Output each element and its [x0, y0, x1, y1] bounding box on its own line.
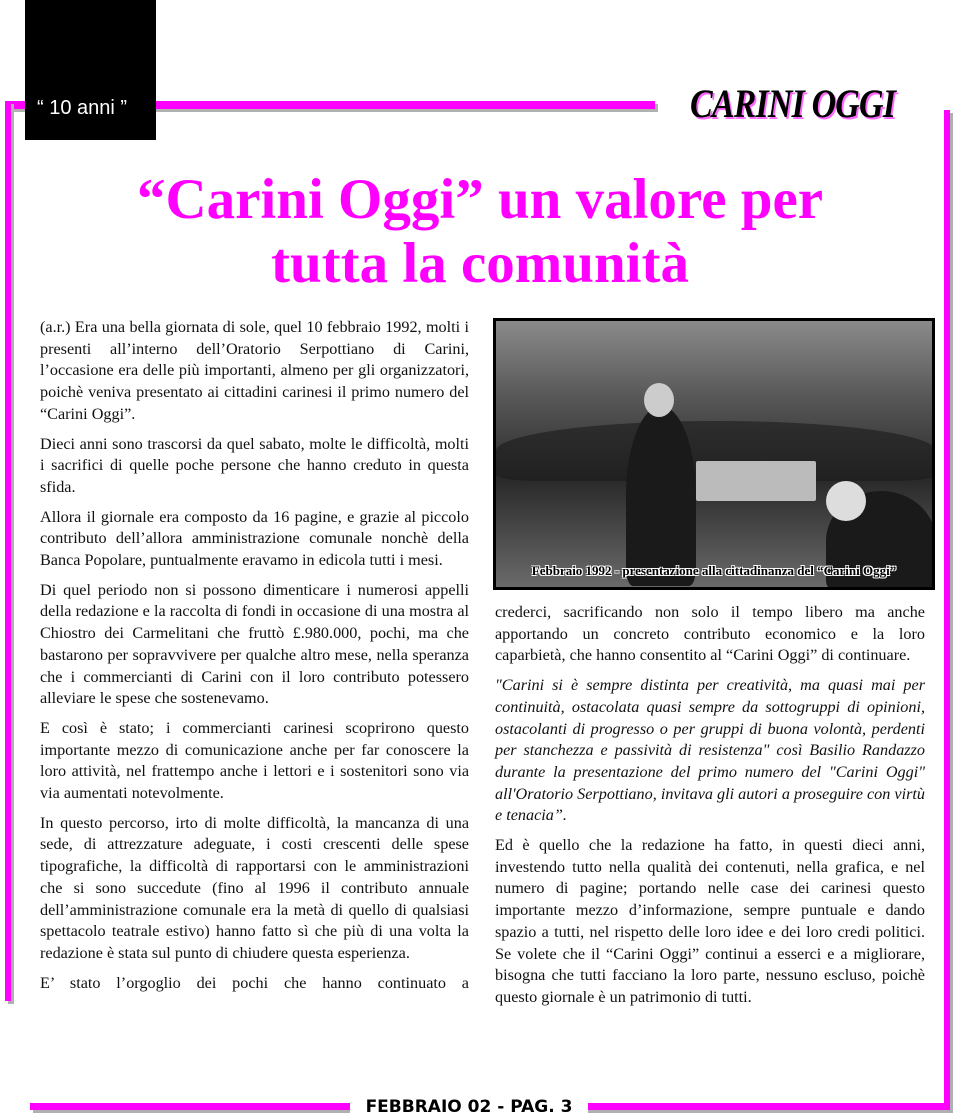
headline-line-2: tutta la comunità [271, 232, 689, 295]
paragraph: crederci, sacrificando non solo il tempo libero ma anche apportando un concreto contributo economico e la loro caparbietà, che hanno consentito al “Carini Oggi” di continuare. [495, 603, 925, 665]
quote-paragraph: "Carini si è sempre distinta per creatività, ma quasi mai per continuità, ostacolata quasi sempre da sottogruppi di opinioni, ostacolanti di progresso o per gruppi di buona volontà, perdenti per stanchezza e passività di resistenza" così Basilio Randazzo durante la presentazione del primo numero del "Carini Oggi" all'Oratorio Serpottiano, invitava gli autori a proseguire con virtù e tenacia”. [495, 676, 925, 825]
right-column [495, 602, 925, 1017]
paragraph: Dieci anni sono trascorsi da quel sabato, molte le difficoltà, molti i sacrifici di quelle poche persone che hanno creduto in questa sfida. [40, 434, 469, 496]
paragraph: E così è stato; i commercianti carinesi scoprirono questo importante mezzo di comunicazione anche per far conoscere la loro attività, nel frattempo anche i lettori e i sostenitori sono via via aumentati notevolmente. [40, 718, 469, 803]
headline [0, 168, 960, 296]
paragraph: Di quel periodo non si possono dimenticare i numerosi appelli della redazione e la raccolta di fondi in occasione di una mostra al Chiostro dei Carmelitani che fruttò £.980.000, pochi, ma che bastarono per sopravvivere per qualche altro mese, nella speranza che i commercianti di Carini con il loro contributo potessero alleviare le spese che sostenevamo. [40, 580, 469, 708]
paragraph: Allora il giornale era composto da 16 pagine, e grazie al piccolo contributo dell’allora amministrazione comunale nonchè della Banca Popolare, puntualmente eravamo in edicola tutti i mesi. [40, 507, 469, 570]
paragraph: (a.r.) Era una bella giornata di sole, quel 10 febbraio 1992, molti i presenti all’interno dell’Oratorio Serpottiano di Carini, l’occasione era delle più importanti, almeno per gli organizzatori, poichè veniva presentato ai cittadini carinesi il primo numero del “Carini Oggi”. [40, 318, 469, 423]
headline-line-1: “Carini Oggi” un valore per [136, 168, 824, 231]
page-footer: FEBBRAIO 02 - PAG. 3 [350, 1097, 588, 1117]
anniversary-tag-text: “ 10 anni ” [37, 97, 128, 119]
left-column [40, 317, 469, 1002]
historic-photo [493, 318, 935, 590]
anniversary-tag [25, 0, 156, 140]
photo-caption: Febbraio 1992 - presentazione alla cittadinanza del “Carini Oggi” [531, 563, 897, 578]
masthead-logo: CARINI OGGI [690, 81, 896, 126]
paragraph: Ed è quello che la redazione ha fatto, in questi dieci anni, investendo tutto nella qualità dei contenuti, nella grafica, e nel numero di pagine; portando nelle case dei carinesi questo importante mezzo d’informazione, sempre puntuale e dando spazio a tutti, nel rispetto delle loro idee e dei loro credi politici. Se volete che il “Carini Oggi” continui a esserci e a migliorare, bisogna che tutti facciano la loro parte, nessuno escluso, poichè questo giornale è un patrimonio di tutti. [495, 836, 925, 1006]
paragraph: In questo percorso, irto di molte difficoltà, la mancanza di una sede, di attrezzature adeguate, i costi crescenti delle spese tipografiche, la difficoltà di rapportarsi con le amministrazioni che si sono succedute (fino al 1996 il contributo annuale dell’amministrazione comunale era la metà di quello di qualsiasi spettacolo teatrale estivo) hanno fatto sì che più di una volta la redazione è stata sul punto di chiudere questa esperienza. [40, 813, 469, 962]
paragraph: E’ stato l’orgoglio dei pochi che hanno continuato a [40, 973, 469, 992]
